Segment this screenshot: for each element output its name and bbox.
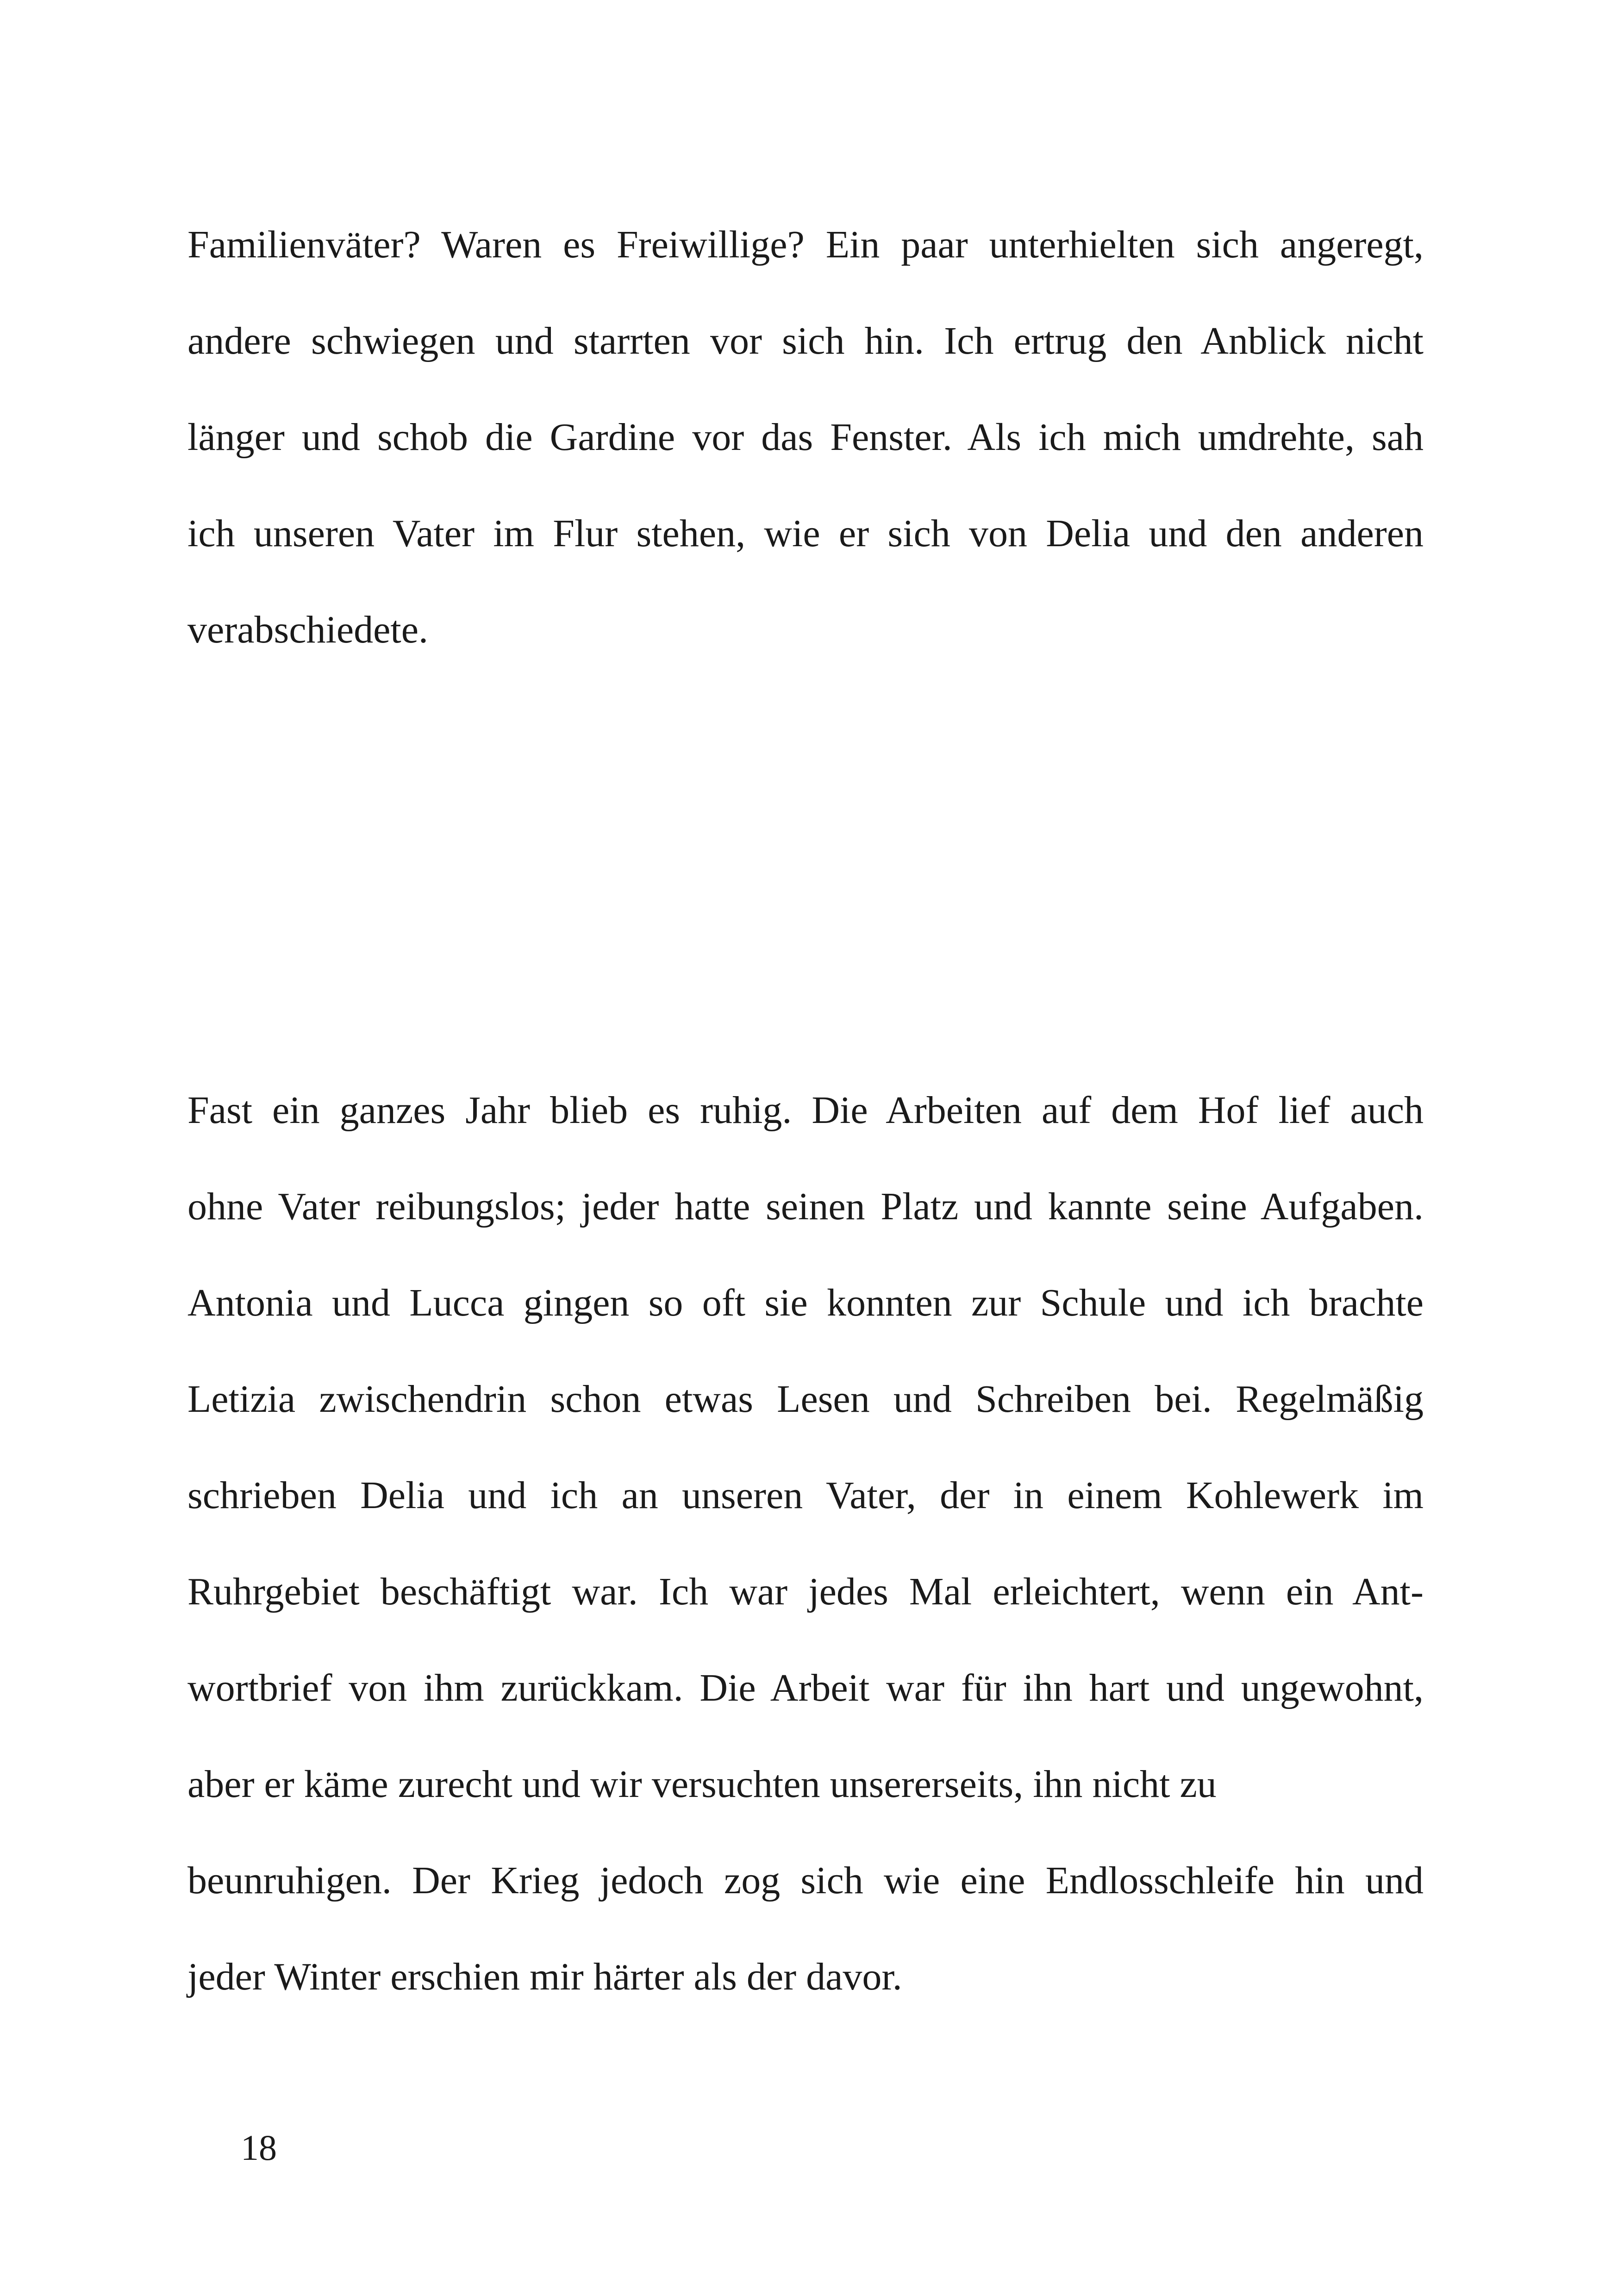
- text-line: andere schwiegen und starrten vor sich hin. Ich ertrug den Anblick nicht: [187, 319, 1424, 362]
- text-line: Fast ein ganzes Jahr blieb es ruhig. Die Arbeiten auf dem Hof lief auch: [187, 1089, 1424, 1132]
- text-line: beunruhigen. Der Krieg jedoch zog sich wie eine Endlosschleife hin und: [187, 1859, 1424, 1902]
- text-line: aber er käme zurecht und wir versuchten unsererseits, ihn nicht zu: [187, 1763, 1217, 1806]
- text-line: Letizia zwischendrin schon etwas Lesen und Schreiben bei. Regelmäßig: [187, 1378, 1424, 1421]
- paragraph-1: [187, 197, 1424, 678]
- text-line: länger und schob die Gardine vor das Fenster. Als ich mich umdrehte, sah: [187, 416, 1424, 459]
- text-line: schrieben Delia und ich an unseren Vater, der in einem Kohlewerk im: [187, 1474, 1424, 1517]
- text-line: wortbrief von ihm zurückkam. Die Arbeit war für ihn hart und ungewohnt,: [187, 1666, 1424, 1709]
- text-line: Familienväter? Waren es Freiwillige? Ein paar unterhielten sich angeregt,: [187, 223, 1424, 266]
- text-line: Ruhrgebiet beschäftigt war. Ich war jedes Mal erleichtert, wenn ein Ant-: [187, 1570, 1424, 1613]
- text-line: ohne Vater reibungslos; jeder hatte seinen Platz und kannte seine Aufgaben.: [187, 1185, 1424, 1228]
- text-line: Antonia und Lucca gingen so oft sie konnten zur Schule und ich brachte: [187, 1281, 1424, 1324]
- text-line: ich unseren Vater im Flur stehen, wie er sich von Delia und den anderen: [187, 512, 1424, 555]
- text-line: verabschiedete.: [187, 608, 429, 651]
- page-number: 18: [241, 2127, 277, 2168]
- paragraph-2: [187, 1062, 1424, 2025]
- text-line: jeder Winter erschien mir härter als der davor.: [187, 1955, 902, 1998]
